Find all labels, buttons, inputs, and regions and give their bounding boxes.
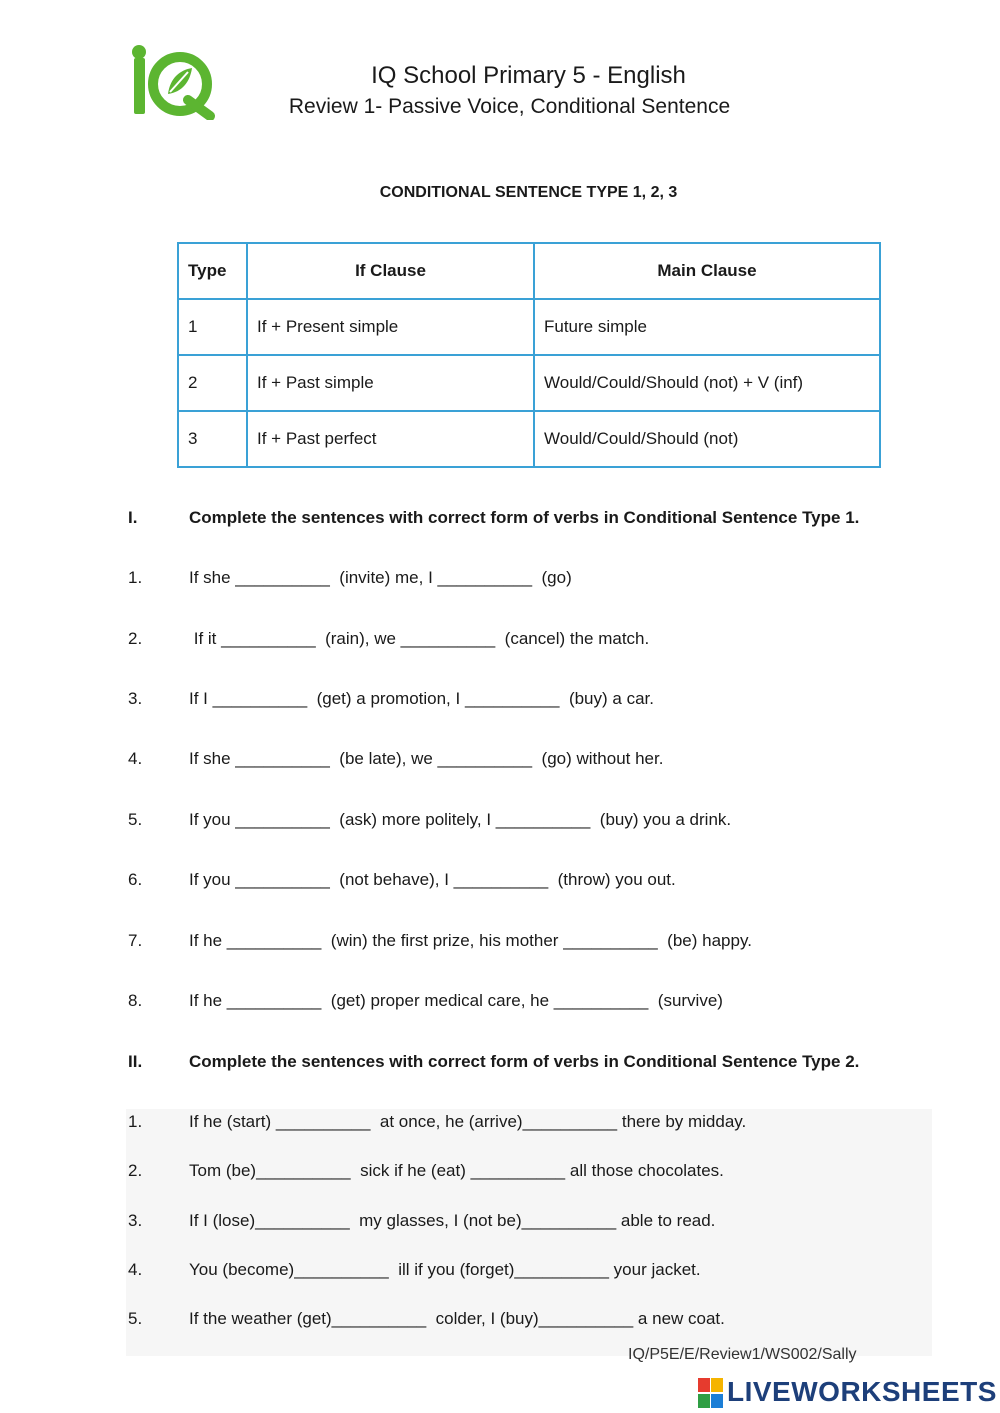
part1-item-number: 3. bbox=[128, 689, 143, 708]
table-cell: 2 bbox=[178, 355, 247, 411]
table-cell: If + Past simple bbox=[247, 355, 534, 411]
part2-item-text[interactable]: You (become)__________ ill if you (forget)__________ your jacket. bbox=[189, 1260, 701, 1279]
part1-item-text[interactable]: If you __________ (ask) more politely, I __________ (buy) you a drink. bbox=[189, 810, 732, 829]
part1-item-text[interactable]: If I __________ (get) a promotion, I __________ (buy) a car. bbox=[189, 689, 654, 708]
part1-item-text[interactable]: If he __________ (win) the first prize, his mother __________ (be) happy. bbox=[189, 931, 752, 950]
part2-numeral: II. bbox=[128, 1052, 143, 1071]
part1-numeral: I. bbox=[128, 508, 138, 527]
part2-item-text[interactable]: Tom (be)__________ sick if he (eat) __________ all those chocolates. bbox=[189, 1161, 724, 1180]
part1-item-number: 4. bbox=[128, 749, 143, 768]
table-header-cell: Main Clause bbox=[534, 243, 880, 299]
table-cell: Would/Could/Should (not) bbox=[534, 411, 880, 467]
worksheet-subtitle: Review 1- Passive Voice, Conditional Sentence bbox=[288, 95, 731, 118]
table-cell: If + Past perfect bbox=[247, 411, 534, 467]
liveworksheets-logo-icon bbox=[698, 1378, 724, 1410]
part2-item-number: 1. bbox=[128, 1112, 143, 1131]
part1-item-number: 1. bbox=[128, 568, 143, 587]
liveworksheets-watermark[interactable]: LIVEWORKSHEETS bbox=[727, 1376, 997, 1407]
table-cell: 1 bbox=[178, 299, 247, 355]
table-row bbox=[178, 299, 880, 355]
part1-item-text[interactable]: If you __________ (not behave), I __________ (throw) you out. bbox=[189, 870, 676, 889]
part1-item-number: 6. bbox=[128, 870, 143, 889]
part2-item-number: 5. bbox=[128, 1309, 143, 1328]
conditional-table bbox=[177, 242, 881, 468]
part1-item-number: 8. bbox=[128, 991, 143, 1010]
part2-item-text[interactable]: If the weather (get)__________ colder, I (buy)__________ a new coat. bbox=[189, 1309, 725, 1328]
part2-item-number: 2. bbox=[128, 1161, 143, 1180]
part1-item-text[interactable]: If he __________ (get) proper medical care, he __________ (survive) bbox=[189, 991, 723, 1010]
part1-item-number: 5. bbox=[128, 810, 143, 829]
part2-item-number: 3. bbox=[128, 1211, 143, 1230]
part1-instruction: Complete the sentences with correct form of verbs in Conditional Sentence Type 1. bbox=[189, 508, 860, 527]
table-header-cell: Type bbox=[178, 243, 247, 299]
table-header-cell: If Clause bbox=[247, 243, 534, 299]
part1-item-number: 2. bbox=[128, 629, 143, 648]
table-row bbox=[178, 355, 880, 411]
worksheet-title: IQ School Primary 5 - English bbox=[371, 62, 686, 89]
footer-code: IQ/P5E/E/Review1/WS002/Sally bbox=[628, 1346, 857, 1363]
table-header-row bbox=[178, 243, 880, 299]
part2-instruction: Complete the sentences with correct form of verbs in Conditional Sentence Type 2. bbox=[189, 1052, 860, 1071]
part2-item-text[interactable]: If he (start) __________ at once, he (arrive)__________ there by midday. bbox=[189, 1112, 747, 1131]
table-cell: Would/Could/Should (not) + V (inf) bbox=[534, 355, 880, 411]
table-cell: Future simple bbox=[534, 299, 880, 355]
table-cell: If + Present simple bbox=[247, 299, 534, 355]
part1-item-text[interactable]: If she __________ (invite) me, I __________ (go) bbox=[189, 568, 572, 587]
table-row bbox=[178, 411, 880, 467]
section-title: CONDITIONAL SENTENCE TYPE 1, 2, 3 bbox=[379, 184, 678, 201]
part1-item-text[interactable]: If she __________ (be late), we __________ (go) without her. bbox=[189, 749, 664, 768]
part2-item-text[interactable]: If I (lose)__________ my glasses, I (not be)__________ able to read. bbox=[189, 1211, 716, 1230]
part1-item-text[interactable]: If it __________ (rain), we __________ (cancel) the match. bbox=[189, 629, 650, 648]
part1-item-number: 7. bbox=[128, 931, 143, 950]
part2-item-number: 4. bbox=[128, 1260, 143, 1279]
table-cell: 3 bbox=[178, 411, 247, 467]
